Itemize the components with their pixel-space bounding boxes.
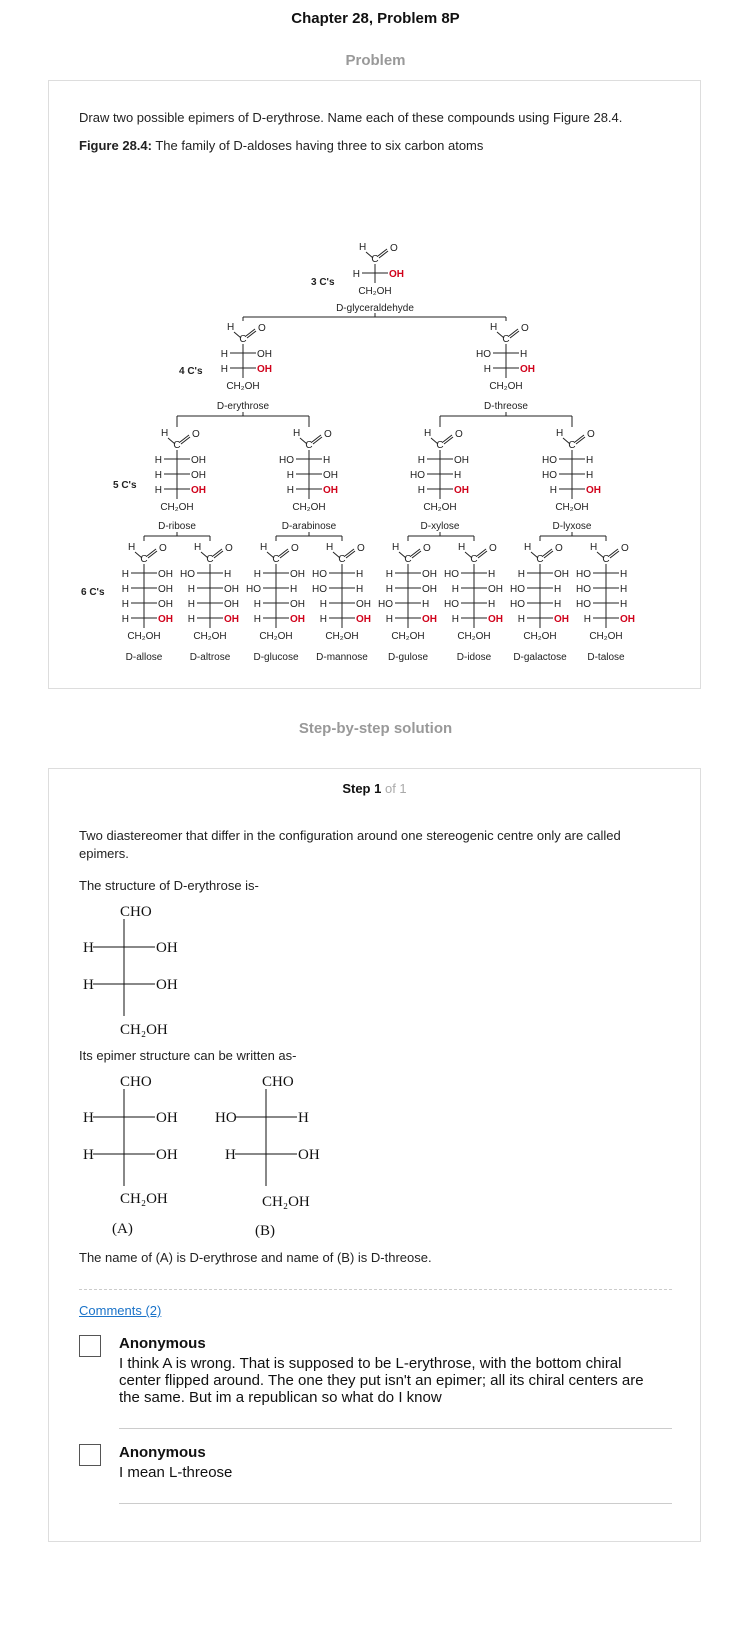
structure-top: CHO [120, 904, 152, 920]
svg-text:CH₂OH: CH₂OH [325, 631, 359, 642]
svg-text:C: C [239, 334, 247, 345]
svg-text:H: H [154, 455, 162, 466]
svg-text:CH₂OH: CH₂OH [523, 631, 557, 642]
structure-a-r2-left: H [83, 1147, 94, 1163]
step-paragraph-names: The name of (A) is D-erythrose and name of (B) is D-threose. [79, 1250, 432, 1265]
svg-text:OH: OH [158, 584, 173, 595]
svg-text:CH₂OH: CH₂OH [127, 631, 161, 642]
svg-text:C: C [371, 254, 379, 265]
name-d-mannose: D-mannose [316, 652, 368, 663]
fischer-epimers [79, 1071, 399, 1251]
svg-text:H: H [319, 599, 327, 610]
structure-a-r2-right: OH [156, 1147, 178, 1163]
svg-text:H: H [620, 569, 628, 580]
svg-text:C: C [568, 440, 576, 451]
svg-text:OH: OH [191, 470, 206, 481]
svg-text:H: H [451, 614, 459, 625]
svg-text:HO: HO [279, 455, 294, 466]
name-d-ribose: D-ribose [158, 521, 196, 532]
figure-caption-text: The family of D-aldoses having three to six carbon atoms [151, 138, 484, 153]
svg-text:H: H [483, 364, 491, 375]
figure-caption [79, 137, 483, 155]
svg-text:H: H [220, 364, 228, 375]
structure-b-r1-left: HO [215, 1110, 237, 1126]
svg-text:C: C [173, 440, 181, 451]
svg-text:H: H [253, 614, 261, 625]
svg-text:OH: OH [158, 614, 173, 625]
svg-text:H: H [128, 542, 136, 553]
svg-text:OH: OH [488, 584, 503, 595]
svg-text:O: O [357, 543, 365, 554]
svg-text:H: H [583, 614, 591, 625]
svg-text:H: H [520, 349, 528, 360]
comment-divider [119, 1428, 672, 1429]
svg-text:H: H [293, 428, 301, 439]
structure-b-bottom: CH₂OH [262, 1194, 310, 1210]
svg-text:H: H [224, 569, 232, 580]
svg-text:O: O [555, 543, 563, 554]
svg-text:OH: OH [191, 455, 206, 466]
svg-text:H: H [620, 599, 628, 610]
svg-text:O: O [455, 429, 463, 440]
step-of: of 1 [384, 781, 407, 796]
svg-text:O: O [324, 429, 332, 440]
svg-text:OH: OH [554, 569, 569, 580]
svg-text:HO: HO [180, 569, 195, 580]
svg-text:H: H [424, 428, 432, 439]
structure-a-r1-left: H [83, 1110, 94, 1126]
svg-text:OH: OH [488, 614, 503, 625]
svg-text:O: O [192, 429, 200, 440]
svg-text:HO: HO [542, 470, 557, 481]
svg-text:CH₂OH: CH₂OH [489, 381, 523, 392]
svg-text:CH₂OH: CH₂OH [358, 286, 392, 297]
svg-text:H: H [586, 470, 594, 481]
svg-text:H: H [524, 542, 532, 553]
svg-text:CH₂OH: CH₂OH [589, 631, 623, 642]
svg-text:C: C [502, 334, 510, 345]
svg-text:H: H [490, 322, 498, 333]
svg-text:OH: OH [454, 455, 469, 466]
svg-text:OH: OH [224, 584, 239, 595]
svg-text:H: H [586, 455, 594, 466]
row-label-3c: 3 C's [311, 277, 335, 288]
svg-text:H: H [517, 569, 525, 580]
row-label-4c: 4 C's [179, 366, 203, 377]
svg-text:H: H [422, 599, 430, 610]
svg-text:H: H [253, 569, 261, 580]
svg-text:CH₂OH: CH₂OH [555, 502, 589, 513]
svg-text:OH: OH [290, 599, 305, 610]
svg-text:H: H [392, 542, 400, 553]
svg-text:H: H [488, 569, 496, 580]
svg-text:H: H [194, 542, 202, 553]
structure-b-top: CHO [262, 1074, 294, 1090]
step-paragraph-epimers: Two diastereomer that differ in the configuration around one stereogenic centre only are called epimers. [79, 828, 621, 861]
svg-text:O: O [258, 323, 266, 334]
step-paragraph-structure: The structure of D-erythrose is- [79, 878, 259, 893]
name-d-threose: D-threose [484, 401, 528, 412]
svg-text:H: H [556, 428, 564, 439]
name-d-talose: D-talose [587, 652, 625, 663]
svg-text:H: H [359, 242, 367, 253]
svg-text:OH: OH [257, 364, 272, 375]
aldose-family-figure [49, 161, 702, 663]
svg-text:OH: OH [323, 485, 338, 496]
svg-text:H: H [290, 584, 298, 595]
solution-card [48, 768, 701, 1542]
svg-text:CH₂OH: CH₂OH [193, 631, 227, 642]
svg-text:CH₂OH: CH₂OH [226, 381, 260, 392]
svg-text:H: H [554, 599, 562, 610]
svg-text:H: H [454, 470, 462, 481]
comment-author: Anonymous [119, 1444, 206, 1461]
svg-text:H: H [417, 485, 425, 496]
svg-text:H: H [488, 599, 496, 610]
structure-bottom: CH₂OH [120, 1022, 168, 1038]
step-paragraph-epimer: Its epimer structure can be written as- [79, 1048, 297, 1063]
figure-label: Figure 28.4: [79, 138, 152, 153]
svg-text:HO: HO [510, 599, 525, 610]
svg-text:HO: HO [312, 569, 327, 580]
svg-text:H: H [590, 542, 598, 553]
svg-text:C: C [404, 554, 412, 565]
svg-text:H: H [549, 485, 557, 496]
svg-text:HO: HO [246, 584, 261, 595]
svg-text:O: O [390, 243, 398, 254]
structure-a-top: CHO [120, 1074, 152, 1090]
svg-text:O: O [489, 543, 497, 554]
svg-text:HO: HO [444, 599, 459, 610]
comment-checkbox[interactable] [79, 1444, 101, 1466]
svg-text:H: H [451, 584, 459, 595]
structure-a-r1-right: OH [156, 1110, 178, 1126]
svg-text:H: H [227, 322, 235, 333]
svg-text:H: H [286, 470, 294, 481]
comment-checkbox[interactable] [79, 1335, 101, 1357]
comment-item [79, 1444, 672, 1504]
divider [79, 1289, 672, 1290]
svg-text:HO: HO [444, 569, 459, 580]
svg-text:H: H [385, 614, 393, 625]
svg-text:O: O [159, 543, 167, 554]
row-label-6c: 6 C's [81, 587, 105, 598]
name-d-arabinose: D-arabinose [281, 521, 337, 532]
name-d-lyxose: D-lyxose [552, 521, 592, 532]
svg-text:HO: HO [378, 599, 393, 610]
page-title: Chapter 28, Problem 8P [291, 10, 460, 27]
svg-text:HO: HO [410, 470, 425, 481]
step-label [49, 781, 700, 796]
structure-b-r2-right: OH [298, 1147, 320, 1163]
svg-text:OH: OH [422, 569, 437, 580]
svg-text:C: C [338, 554, 346, 565]
row-label-5c: 5 C's [113, 480, 137, 491]
solution-heading: Step-by-step solution [298, 720, 453, 737]
structure-r2-right: OH [156, 977, 178, 993]
name-d-glucose: D-glucose [253, 652, 299, 663]
svg-text:OH: OH [389, 269, 404, 280]
comment-text: I mean L-threose [119, 1464, 233, 1481]
svg-text:H: H [356, 584, 364, 595]
name-d-erythrose: D-erythrose [216, 401, 270, 412]
svg-text:H: H [260, 542, 268, 553]
svg-text:CH₂OH: CH₂OH [292, 502, 326, 513]
name-d-idose: D-idose [456, 652, 492, 663]
svg-text:C: C [436, 440, 444, 451]
svg-text:OH: OH [191, 485, 206, 496]
svg-text:O: O [587, 429, 595, 440]
svg-text:OH: OH [520, 364, 535, 375]
svg-text:CH₂OH: CH₂OH [457, 631, 491, 642]
svg-text:OH: OH [224, 599, 239, 610]
svg-text:CH₂OH: CH₂OH [391, 631, 425, 642]
svg-text:OH: OH [224, 614, 239, 625]
name-d-galactose: D-galactose [513, 652, 567, 663]
svg-text:H: H [326, 542, 334, 553]
svg-text:C: C [536, 554, 544, 565]
svg-text:OH: OH [290, 614, 305, 625]
svg-text:H: H [554, 584, 562, 595]
svg-text:O: O [621, 543, 629, 554]
svg-text:H: H [154, 485, 162, 496]
svg-text:H: H [385, 569, 393, 580]
svg-text:OH: OH [620, 614, 635, 625]
svg-text:H: H [121, 584, 129, 595]
svg-text:H: H [417, 455, 425, 466]
svg-text:OH: OH [422, 614, 437, 625]
svg-text:C: C [305, 440, 313, 451]
svg-text:H: H [154, 470, 162, 481]
svg-text:OH: OH [323, 470, 338, 481]
svg-text:C: C [470, 554, 478, 565]
svg-text:H: H [220, 349, 228, 360]
comment-divider [119, 1503, 672, 1504]
svg-text:C: C [206, 554, 214, 565]
structure-r1-left: H [83, 940, 94, 956]
svg-text:OH: OH [586, 485, 601, 496]
svg-text:OH: OH [356, 614, 371, 625]
svg-text:O: O [291, 543, 299, 554]
svg-text:C: C [602, 554, 610, 565]
svg-text:CH₂OH: CH₂OH [259, 631, 293, 642]
svg-text:CH₂OH: CH₂OH [423, 502, 457, 513]
svg-text:OH: OH [554, 614, 569, 625]
structure-b-label: (B) [255, 1223, 275, 1239]
name-d-xylose: D-xylose [420, 521, 460, 532]
svg-text:H: H [121, 614, 129, 625]
name-d-gulose: D-gulose [387, 652, 429, 663]
svg-text:OH: OH [356, 599, 371, 610]
structure-a-label: (A) [112, 1221, 133, 1237]
structure-b-r2-left: H [225, 1147, 236, 1163]
svg-text:HO: HO [542, 455, 557, 466]
name-d-glyceraldehyde: D-glyceraldehyde [336, 303, 414, 314]
svg-text:O: O [521, 323, 529, 334]
problem-heading: Problem [345, 52, 406, 69]
svg-text:HO: HO [576, 569, 591, 580]
comments-link[interactable]: Comments (2) [79, 1303, 162, 1318]
svg-text:H: H [121, 569, 129, 580]
svg-text:H: H [286, 485, 294, 496]
comment-text: I think A is wrong. That is supposed to be L-erythrose, with the bottom chiral center flipped around. The one they put isn't an epimer; all its chiral centers are the same. But im a republican so what do I know [119, 1355, 644, 1406]
svg-text:OH: OH [158, 599, 173, 610]
fischer-d-erythrose [79, 901, 259, 1041]
problem-question: Draw two possible epimers of D-erythrose. Name each of these compounds using Figure 28.4. [79, 110, 623, 125]
svg-text:OH: OH [257, 349, 272, 360]
svg-text:H: H [253, 599, 261, 610]
comment-author: Anonymous [119, 1335, 206, 1352]
svg-text:C: C [140, 554, 148, 565]
svg-text:OH: OH [158, 569, 173, 580]
svg-text:H: H [121, 599, 129, 610]
name-d-allose: D-allose [125, 652, 163, 663]
svg-text:OH: OH [290, 569, 305, 580]
svg-text:HO: HO [576, 584, 591, 595]
svg-text:O: O [423, 543, 431, 554]
svg-text:HO: HO [576, 599, 591, 610]
structure-a-bottom: CH₂OH [120, 1191, 168, 1207]
svg-text:HO: HO [312, 584, 327, 595]
svg-text:C: C [272, 554, 280, 565]
structure-r2-left: H [83, 977, 94, 993]
svg-text:H: H [385, 584, 393, 595]
svg-text:H: H [356, 569, 364, 580]
structure-r1-right: OH [156, 940, 178, 956]
svg-text:HO: HO [476, 349, 491, 360]
svg-text:H: H [458, 542, 466, 553]
svg-text:O: O [225, 543, 233, 554]
svg-text:OH: OH [454, 485, 469, 496]
svg-text:H: H [620, 584, 628, 595]
svg-text:H: H [187, 584, 195, 595]
svg-text:H: H [187, 614, 195, 625]
svg-text:H: H [161, 428, 169, 439]
problem-card [48, 80, 701, 689]
name-d-altrose: D-altrose [189, 652, 231, 663]
svg-text:CH₂OH: CH₂OH [160, 502, 194, 513]
svg-text:H: H [323, 455, 331, 466]
svg-text:OH: OH [422, 584, 437, 595]
svg-text:H: H [352, 269, 360, 280]
step-number: Step 1 [342, 781, 382, 796]
svg-text:HO: HO [510, 584, 525, 595]
structure-b-r1-right: H [298, 1110, 309, 1126]
svg-text:H: H [187, 599, 195, 610]
svg-text:H: H [517, 614, 525, 625]
svg-text:H: H [319, 614, 327, 625]
comment-item [79, 1335, 672, 1429]
